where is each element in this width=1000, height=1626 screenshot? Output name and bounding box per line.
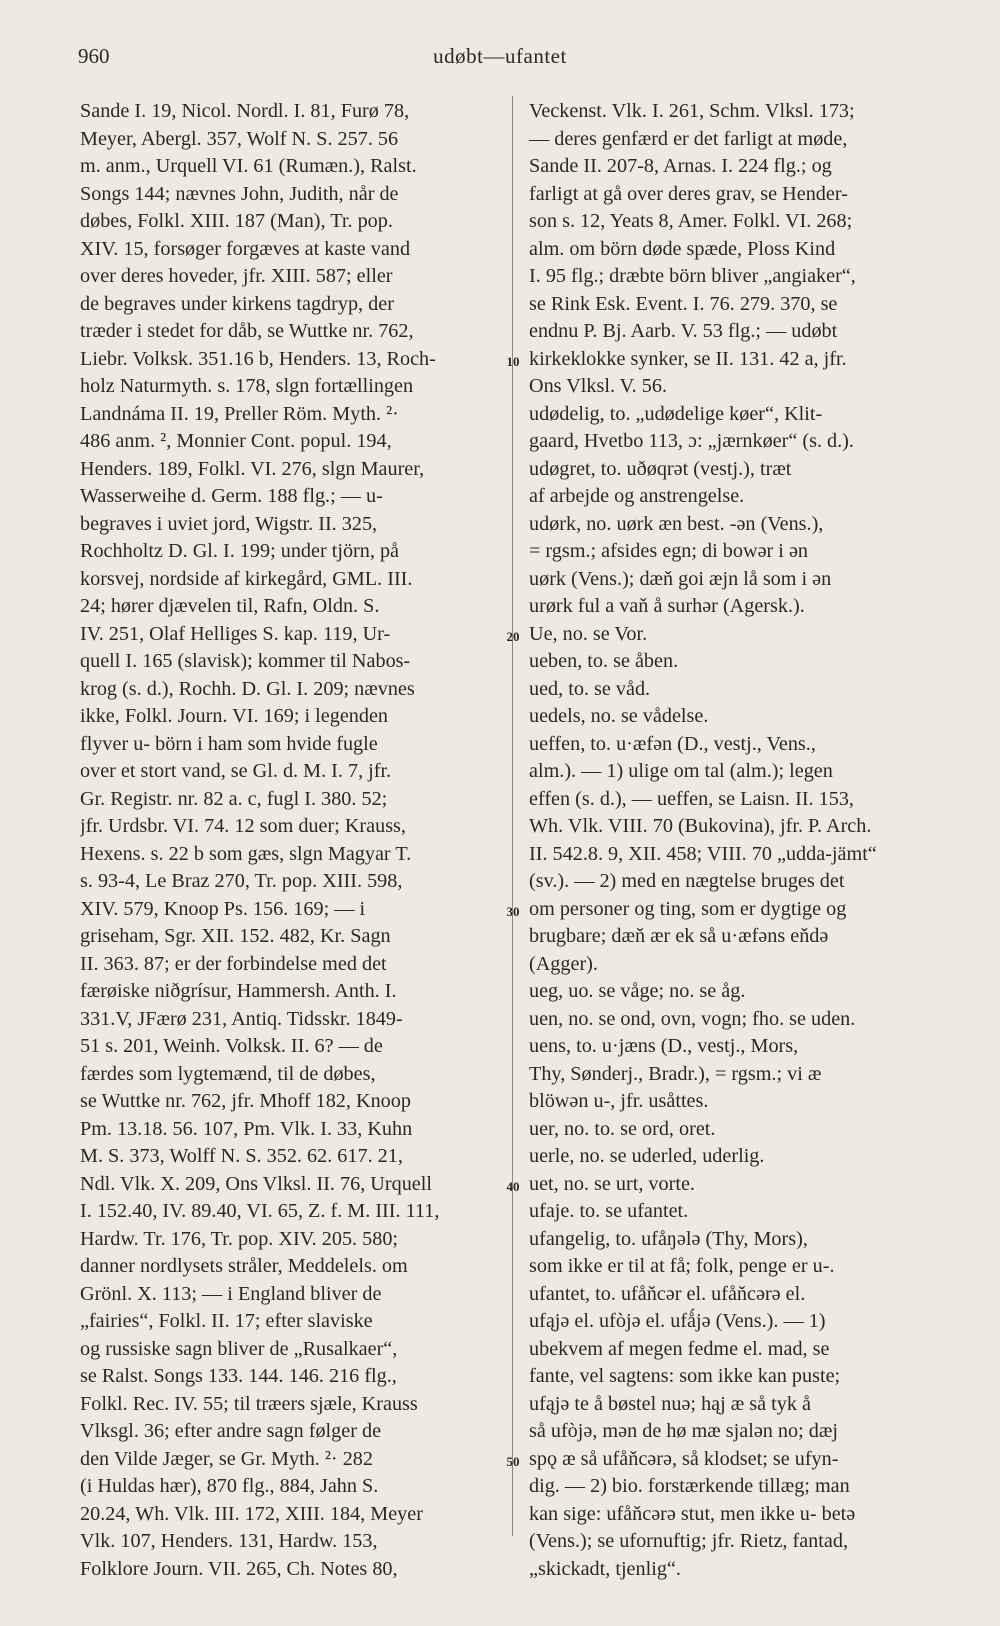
- left-column: [80, 98, 500, 1583]
- text-line: fante, vel sagtens: som ikke kan puste;: [529, 1365, 841, 1387]
- text-line: af arbejde og anstrengelse.: [529, 485, 745, 507]
- text-line: 24; hører djævelen til, Rafn, Oldn. S.: [80, 595, 380, 617]
- text-line: udødelig, to. „udødelige køer“, Klit-: [529, 402, 823, 425]
- text-line: quell I. 165 (slavisk); kommer til Nabos-: [80, 650, 411, 672]
- text-line: alm.). — 1) ulige om tal (alm.); legen: [529, 760, 833, 782]
- text-line: effen (s. d.), — ueffen, se Laisn. II. 153,: [529, 787, 854, 810]
- page-header: [0, 44, 1000, 76]
- text-line: uet, no. se urt, vorte.: [529, 1172, 695, 1195]
- text-line: s. 93-4, Le Braz 270, Tr. pop. XIII. 598,: [80, 870, 403, 892]
- text-line: uen, no. se ond, ovn, vogn; fho. se uden.: [529, 1007, 856, 1030]
- text-line: (i Huldas hær), 870 flg., 884, Jahn S.: [80, 1475, 379, 1497]
- text-line: danner nordlysets stråler, Meddelels. om: [80, 1255, 408, 1277]
- text-line: 331.V, JFærø 231, Antiq. Tidsskr. 1849-: [80, 1007, 403, 1030]
- text-line: Wh. Vlk. VIII. 70 (Bukovina), jfr. P. Arch.: [529, 815, 872, 837]
- text-line: uerle, no. se uderled, uderlig.: [529, 1145, 765, 1167]
- text-line: gaard, Hvetbo 113, ɔ: „jærnkøer“ (s. d.).: [529, 430, 854, 452]
- text-line: Vlksgl. 36; efter andre sagn følger de: [80, 1420, 382, 1442]
- text-line: dig. — 2) bio. forstærkende tillæg; man: [529, 1475, 850, 1497]
- text-line: Wasserweihe d. Germ. 188 flg.; — u-: [80, 485, 383, 507]
- text-line: de begraves under kirkens tagdryp, der: [80, 292, 394, 315]
- text-line: ufangelig, to. ufåŋələ (Thy, Mors),: [529, 1227, 808, 1250]
- text-line: holz Naturmyth. s. 178, slgn fortællingen: [80, 375, 414, 397]
- line-number: 20: [506, 628, 520, 644]
- text-line: Ndl. Vlk. X. 209, Ons Vlksl. II. 76, Urquell: [80, 1172, 432, 1195]
- text-line: Landnáma II. 19, Preller Röm. Myth. ²·: [80, 402, 399, 425]
- text-line: son s. 12, Yeats 8, Amer. Folkl. VI. 268;: [529, 210, 853, 232]
- text-line: kan sige: ufåňcərə stut, men ikke u- betə: [529, 1502, 856, 1525]
- line-number: 30: [506, 903, 520, 919]
- text-line: uer, no. to. se ord, oret.: [529, 1117, 716, 1140]
- text-line: Vlk. 107, Henders. 131, Hardw. 153,: [80, 1530, 378, 1552]
- text-line: = rgsm.; afsides egn; di bowər i ən: [529, 540, 809, 562]
- text-line: Songs 144; nævnes John, Judith, når de: [80, 182, 399, 205]
- text-line: Pm. 13.18. 56. 107, Pm. Vlk. I. 33, Kuhn: [80, 1117, 413, 1140]
- text-line: endnu P. Bj. Aarb. V. 53 flg.; — udøbt: [529, 320, 838, 342]
- text-line: brugbare; dæň ær ek så u·æfəns eňdə: [529, 925, 829, 947]
- text-line: Liebr. Volksk. 351.16 b, Henders. 13, Roch-: [80, 347, 436, 370]
- text-line: Sande I. 19, Nicol. Nordl. I. 81, Furø 78,: [80, 100, 410, 122]
- text-line: Gr. Registr. nr. 82 a. c, fugl I. 380. 52;: [80, 787, 388, 810]
- text-line: udørk, no. uørk æn best. -ən (Vens.),: [529, 512, 824, 535]
- text-line: ueben, to. se åben.: [529, 650, 679, 672]
- text-line: spǫ æ så ufåňcərə, så klodset; se ufyn-: [529, 1447, 839, 1470]
- text-line: Hardw. Tr. 176, Tr. pop. XIV. 205. 580;: [80, 1227, 399, 1250]
- text-line: Grönl. X. 113; — i England bliver de: [80, 1282, 382, 1305]
- text-line: om personer og ting, som er dygtige og: [529, 897, 847, 920]
- text-line: I. 152.40, IV. 89.40, VI. 65, Z. f. M. III. 111,: [80, 1200, 440, 1222]
- text-line: m. anm., Urquell VI. 61 (Rumæn.), Ralst.: [80, 155, 417, 177]
- text-line: M. S. 373, Wolff N. S. 352. 62. 617. 21,: [80, 1145, 403, 1167]
- text-line: ubekvem af megen fedme el. mad, se: [529, 1337, 830, 1360]
- text-line: kirkeklokke synker, se II. 131. 42 a, jfr.: [529, 347, 847, 370]
- text-line: Ue, no. se Vor.: [529, 622, 648, 645]
- text-line: (sv.). — 2) med en nægtelse bruges det: [529, 870, 845, 892]
- text-line: korsvej, nordside af kirkegård, GML. III.: [80, 567, 413, 590]
- text-line: ueg, uo. se våge; no. se åg.: [529, 980, 746, 1002]
- running-head: udøbt—ufantet: [433, 44, 567, 68]
- text-line: krog (s. d.), Rochh. D. Gl. I. 209; nævnes: [80, 677, 415, 700]
- text-line: se Wuttke nr. 762, jfr. Mhoff 182, Knoop: [80, 1090, 411, 1112]
- text-line: se Ralst. Songs 133. 144. 146. 216 flg.,: [80, 1365, 397, 1387]
- text-line: ufaje. to. se ufantet.: [529, 1200, 689, 1222]
- text-line: Rochholtz D. Gl. I. 199; under tjörn, på: [80, 540, 400, 562]
- text-line: Thy, Sønderj., Bradr.), = rgsm.; vi æ: [529, 1062, 822, 1085]
- text-line: så ufòjə, mən de hø mæ sjalən no; dæj: [529, 1420, 838, 1442]
- text-line: ufąjə te å bøstel nuə; hąj æ så tyk å: [529, 1392, 811, 1415]
- text-line: ufąjə el. ufòjə el. ufǻjə (Vens.). — 1): [529, 1310, 826, 1332]
- text-line: griseham, Sgr. XII. 152. 482, Kr. Sagn: [80, 925, 391, 947]
- text-line: træder i stedet for dåb, se Wuttke nr. 762,: [80, 320, 414, 342]
- text-line: Ons Vlksl. V. 56.: [529, 375, 667, 397]
- text-line: og russiske sagn bliver de „Rusalkaer“,: [80, 1337, 398, 1360]
- text-line: (Agger).: [529, 952, 598, 975]
- text-line: 486 anm. ², Monnier Cont. popul. 194,: [80, 430, 392, 452]
- text-line: ueffen, to. u·æfən (D., vestj., Vens.,: [529, 732, 816, 755]
- right-column: [529, 98, 950, 1583]
- text-line: Folklore Journ. VII. 265, Ch. Notes 80,: [80, 1557, 398, 1580]
- text-line: Meyer, Abergl. 357, Wolf N. S. 257. 56: [80, 127, 399, 150]
- text-line: uørk (Vens.); dæň goi æjn lå som i ən: [529, 567, 832, 590]
- text-line: flyver u- börn i ham som hvide fugle: [80, 732, 378, 755]
- text-line: II. 363. 87; er der forbindelse med det: [80, 952, 387, 975]
- text-line: I. 95 flg.; dræbte börn bliver „angiaker“,: [529, 265, 856, 287]
- text-line: XIV. 579, Knoop Ps. 156. 169; — i: [80, 897, 366, 920]
- text-line: (Vens.); se ufornuftig; jfr. Rietz, fantad,: [529, 1530, 848, 1552]
- text-line: Hexens. s. 22 b som gæs, slgn Magyar T.: [80, 842, 412, 865]
- text-line: Henders. 189, Folkl. VI. 276, slgn Maurer,: [80, 457, 425, 480]
- text-line: Sande II. 207-8, Arnas. I. 224 flg.; og: [529, 155, 832, 177]
- text-line: 20.24, Wh. Vlk. III. 172, XIII. 184, Meyer: [80, 1502, 423, 1525]
- line-number: 40: [506, 1178, 520, 1194]
- text-line: den Vilde Jæger, se Gr. Myth. ²· 282: [80, 1447, 373, 1470]
- text-line: 51 s. 201, Weinh. Volksk. II. 6? — de: [80, 1035, 383, 1057]
- page-number: 960: [78, 44, 110, 68]
- text-line: færdes som lygtemænd, til de døbes,: [80, 1062, 376, 1085]
- text-line: farligt at gå over deres grav, se Hender-: [529, 182, 848, 205]
- text-line: Folkl. Rec. IV. 55; til træers sjæle, Krauss: [80, 1392, 418, 1415]
- text-line: IV. 251, Olaf Helliges S. kap. 119, Ur-: [80, 622, 391, 645]
- line-number: 10: [506, 353, 520, 369]
- text-line: over et stort vand, se Gl. d. M. I. 7, jfr.: [80, 760, 392, 782]
- text-line: „skickadt, tjenlig“.: [529, 1557, 681, 1580]
- text-line: „fairies“, Folkl. II. 17; efter slaviske: [80, 1310, 373, 1332]
- text-line: blöwən u-, jfr. usåttes.: [529, 1090, 709, 1112]
- text-line: II. 542.8. 9, XII. 458; VIII. 70 „udda-jämt“: [529, 842, 877, 865]
- text-line: ued, to. se våd.: [529, 677, 651, 700]
- text-line: begraves i uviet jord, Wigstr. II. 325,: [80, 512, 378, 535]
- text-line: urørk ful a vaň å surhər (Agersk.).: [529, 595, 805, 617]
- text-line: — deres genfærd er det farligt at møde,: [529, 127, 848, 150]
- text-line: uedels, no. se vådelse.: [529, 705, 709, 727]
- line-number: 50: [506, 1453, 520, 1469]
- text-line: ikke, Folkl. Journ. VI. 169; i legenden: [80, 705, 389, 727]
- text-line: Veckenst. Vlk. I. 261, Schm. Vlksl. 173;: [529, 100, 855, 122]
- text-line: ufantet, to. ufåňcər el. ufåňcərə el.: [529, 1282, 806, 1305]
- text-line: som ikke er til at få; folk, penge er u-.: [529, 1255, 835, 1277]
- text-line: færøiske niðgrísur, Hammersh. Anth. I.: [80, 980, 397, 1002]
- text-line: alm. om börn døde spæde, Ploss Kind: [529, 237, 836, 260]
- text-line: udøgret, to. uðøqrət (vestj.), træt: [529, 457, 792, 480]
- text-line: XIV. 15, forsøger forgæves at kaste vand: [80, 237, 411, 260]
- text-line: jfr. Urdsbr. VI. 74. 12 som duer; Krauss,: [80, 815, 406, 837]
- text-line: døbes, Folkl. XIII. 187 (Man), Tr. pop.: [80, 210, 393, 232]
- text-line: uens, to. u·jæns (D., vestj., Mors,: [529, 1035, 799, 1057]
- column-divider: [512, 96, 513, 1536]
- text-line: se Rink Esk. Event. I. 76. 279. 370, se: [529, 292, 838, 315]
- text-line: over deres hoveder, jfr. XIII. 587; eller: [80, 265, 393, 287]
